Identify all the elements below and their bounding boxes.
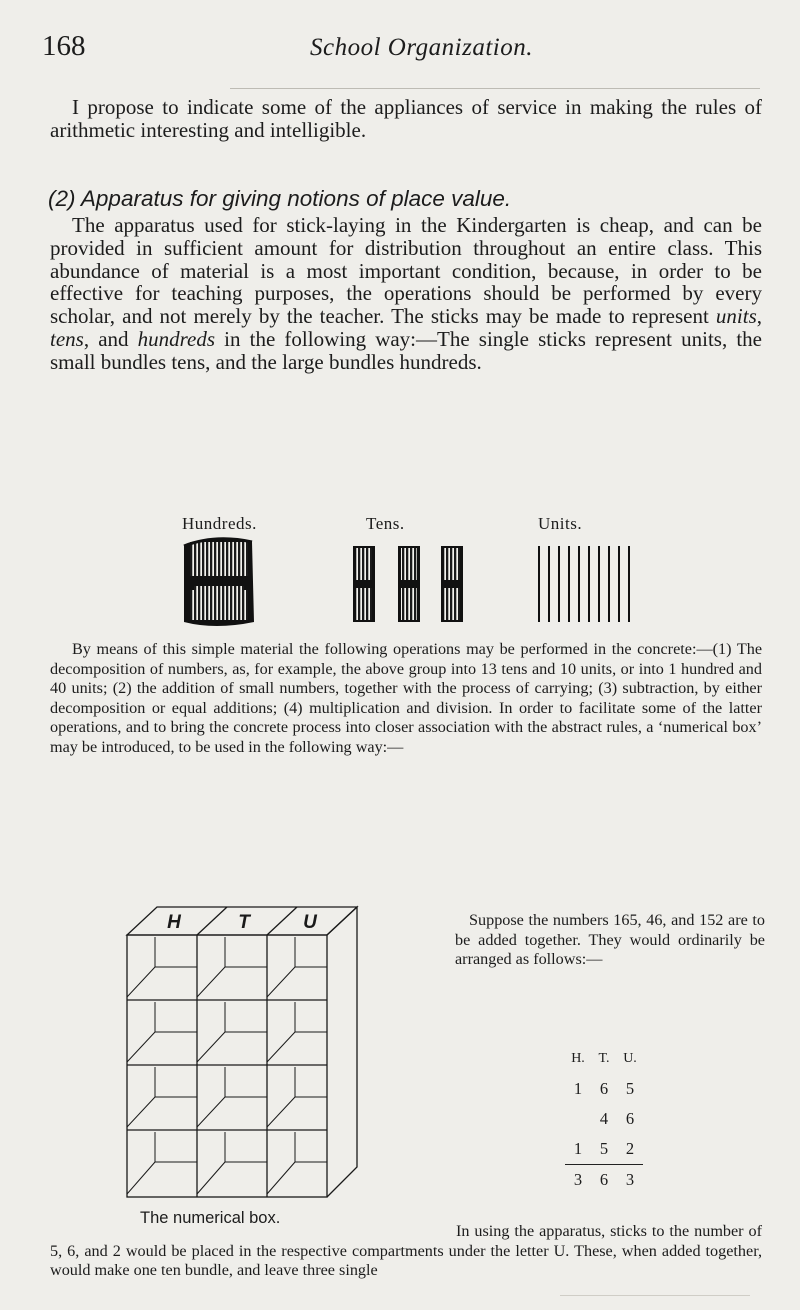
- label-units: Units.: [538, 514, 583, 533]
- table-cell: 5: [599, 1139, 609, 1158]
- table-row: [565, 1074, 643, 1104]
- hundreds-term: hundreds: [137, 326, 216, 351]
- total-cell: 3: [617, 1165, 643, 1196]
- header-cell: U.: [623, 1051, 637, 1066]
- footer-rule: [560, 1295, 750, 1296]
- tens-bundle-2: [398, 546, 420, 622]
- section-heading: (2) Apparatus for giving notions of place value.: [48, 186, 512, 211]
- table-total-row: [565, 1165, 643, 1196]
- numerical-box-caption: The numerical box.: [140, 1209, 281, 1227]
- total-cell: 6: [591, 1165, 617, 1196]
- addition-setup-text: Suppose the numbers 165, 46, and 152 are to be added together. They would ordinarily be arranged as follows:—: [455, 911, 765, 968]
- operations-paragraph: By means of this simple material the following operations may be performed in the concrete:—(1) The decomposition of numbers, as, for example, the above group into 13 tens and 10 units, or into 1 hundred and 40 units; (2) the addition of small numbers, together with the process of carrying; (3) subtraction, by either decomposition or equal additions; (4) multiplication and division. In order to facilitate some of the latter operations, and to bring the concrete process into closer association with the abstract rules, a ‘numerical box’ may be introduced, to be used in the following way:—: [50, 640, 762, 756]
- table-header-row: [565, 1044, 643, 1074]
- tens-bundle-3: [441, 546, 463, 622]
- numerical-box: [110, 905, 370, 1205]
- table-row: [565, 1134, 643, 1165]
- intro-paragraph: I propose to indicate some of the appliances of service in making the rules of arithmetic interesting and intelligible.: [50, 95, 762, 142]
- sticks-illustration: [170, 536, 640, 628]
- label-tens: Tens.: [366, 514, 405, 533]
- table-cell: 6: [625, 1109, 635, 1128]
- addition-table: [565, 1044, 643, 1195]
- hundreds-bundle: [184, 539, 254, 626]
- table-row: [565, 1104, 643, 1134]
- header-cell: T.: [598, 1051, 610, 1066]
- separator: ,: [756, 304, 762, 329]
- running-title: School Organization.: [310, 34, 533, 61]
- table-cell: 5: [625, 1079, 635, 1098]
- stick-laying-paragraph: [50, 214, 762, 374]
- table-cell: 6: [599, 1079, 609, 1098]
- column-letter-h: H: [167, 912, 181, 933]
- total-cell: 3: [565, 1165, 591, 1196]
- table-cell: 2: [625, 1139, 635, 1158]
- separator: , and: [83, 326, 138, 351]
- column-letter-u: U: [303, 912, 317, 933]
- units-term: units: [715, 304, 757, 329]
- paragraph-text: The apparatus used for stick-laying in the Kindergarten is cheap, and can be provided in sufficient amount for distribution throughout an entire class. This abundance of material is a most important condition, because, in order to be effective for teaching purposes, the operations should be performed by every scholar, and not merely by the teacher. The sticks may be made to represent: [50, 213, 762, 329]
- apparatus-paragraph: In using the apparatus, sticks to the number of 5, 6, and 2 would be placed in the respective compartments under the letter U. These, when added together, would make one ten bundle, and leave three single: [50, 1222, 762, 1279]
- table-cell: 1: [573, 1079, 583, 1098]
- page-number: 168: [42, 30, 86, 62]
- tens-bundle-1: [353, 546, 375, 622]
- header-cell: H.: [571, 1051, 585, 1066]
- table-cell: 4: [599, 1109, 609, 1128]
- tens-term: tens: [50, 326, 84, 351]
- label-hundreds: Hundreds.: [182, 514, 257, 533]
- table-cell: 1: [573, 1139, 583, 1158]
- header-rule: [230, 88, 760, 89]
- table-cell: [565, 1104, 591, 1134]
- paragraph-text: in the following way:—The single sticks represent units, the small bundles tens, and the large bundles hundreds.: [50, 326, 762, 374]
- unit-sticks: [538, 546, 630, 622]
- column-letter-t: T: [238, 912, 250, 933]
